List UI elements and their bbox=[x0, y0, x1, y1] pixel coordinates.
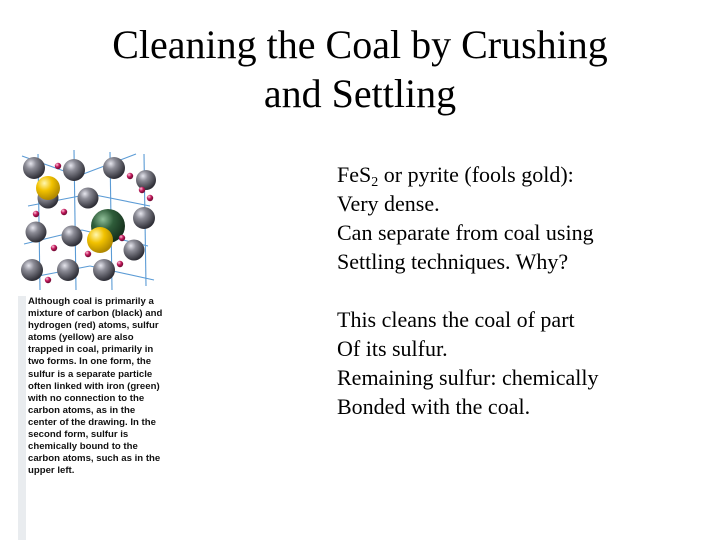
figure-caption: Although coal is primarily a mixture of carbon (black) and hydrogen (red) atoms, sulfur atoms (yellow) are also trapped in coal, primarily in two forms. In one form, the sulfur is a separate particle often linked with iron (green) with no connection to the carbon atoms, as in the center of the drawing. In the second form, sulfur is chemically bound to the carbon atoms, such as in the upper left. bbox=[28, 296, 163, 477]
body-line: Bonded with the coal. bbox=[337, 394, 531, 419]
title-line-1: Cleaning the Coal by Crushing bbox=[112, 22, 608, 67]
caption-margin bbox=[18, 296, 26, 540]
carbon-atoms bbox=[21, 157, 156, 281]
bound-sulfur-atom bbox=[36, 176, 60, 200]
slide-body bbox=[337, 160, 707, 421]
body-line: Can separate from coal using bbox=[337, 220, 594, 245]
title-line-2: and Settling bbox=[263, 71, 457, 116]
body-line: Remaining sulfur: chemically bbox=[337, 365, 599, 390]
body-line: Settling techniques. Why? bbox=[337, 249, 569, 274]
body-line: Very dense. bbox=[337, 191, 440, 216]
subscript-2: 2 bbox=[371, 175, 379, 190]
pyrite-line: FeS$_2$ or pyrite (fools gold): bbox=[337, 162, 574, 190]
body-line: This cleans the coal of part bbox=[337, 307, 575, 332]
iron-sulfur-cluster bbox=[87, 209, 125, 253]
body-line: Of its sulfur. bbox=[337, 336, 448, 361]
slide-title bbox=[0, 20, 720, 118]
coal-molecule-illustration bbox=[18, 146, 160, 296]
paragraph-gap bbox=[337, 276, 707, 305]
coal-molecule-svg bbox=[18, 146, 160, 296]
